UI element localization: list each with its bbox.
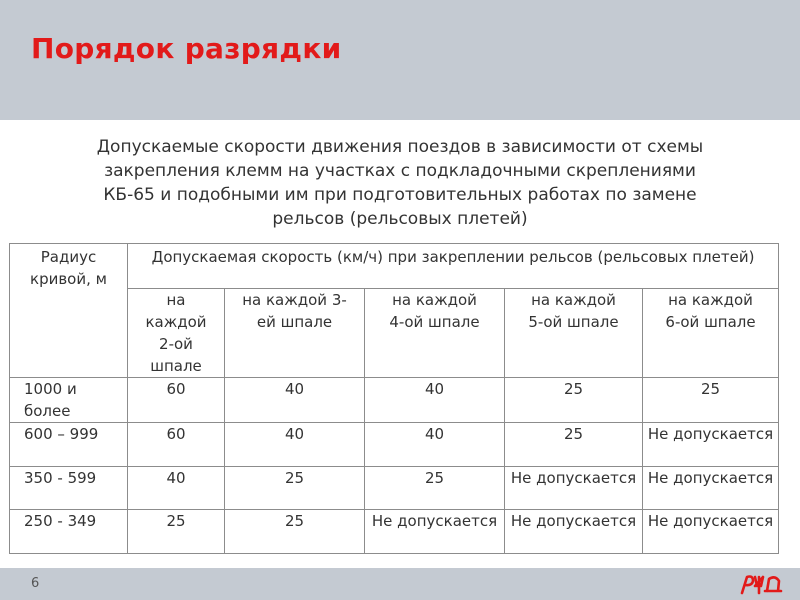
page-number: 6 — [31, 576, 40, 591]
speed-cell: Не допускается — [643, 467, 779, 510]
subtitle-line: рельсов (рельсовых плетей) — [272, 209, 528, 229]
slide-subtitle — [30, 135, 770, 231]
column-header: на каждой 2-ой шпале — [128, 289, 225, 378]
speed-cell: Не допускается — [643, 423, 779, 467]
column-header: на каждой 5-ой шпале — [505, 289, 643, 378]
speed-cell: 25 — [643, 378, 779, 423]
speed-cell: Не допускается — [643, 510, 779, 554]
speed-cell: Не допускается — [505, 510, 643, 554]
speed-table — [9, 243, 779, 554]
table-row — [10, 510, 779, 554]
table-header-row — [10, 244, 779, 289]
subtitle-line: КБ-65 и подобными им при подготовительных работах по замене — [103, 185, 697, 205]
speed-cell: 25 — [128, 510, 225, 554]
speed-cell: 40 — [225, 378, 365, 423]
speed-cell: 40 — [365, 423, 505, 467]
column-header: на каждой 6-ой шпале — [643, 289, 779, 378]
rzd-logo — [738, 571, 784, 597]
speed-cell: 25 — [505, 378, 643, 423]
speed-cell: 40 — [365, 378, 505, 423]
column-header: на каждой 4-ой шпале — [365, 289, 505, 378]
subtitle-line: закрепления клемм на участках с подкладочными скреплениями — [104, 161, 696, 181]
radius-header: Радиус кривой, м — [10, 244, 128, 378]
speed-cell: 25 — [505, 423, 643, 467]
speed-header: Допускаемая скорость (км/ч) при закреплении рельсов (рельсовых плетей) — [128, 244, 779, 289]
subtitle-line: Допускаемые скорости движения поездов в зависимости от схемы — [96, 137, 704, 157]
speed-cell: 40 — [225, 423, 365, 467]
table-row — [10, 423, 779, 467]
radius-cell: 250 - 349 — [10, 510, 128, 554]
radius-cell: 1000 и более — [10, 378, 128, 423]
footer-band — [0, 568, 800, 600]
speed-cell: Не допускается — [365, 510, 505, 554]
speed-cell: 60 — [128, 423, 225, 467]
radius-cell: 600 – 999 — [10, 423, 128, 467]
radius-cell: 350 - 599 — [10, 467, 128, 510]
slide-title: Порядок разрядки — [31, 32, 342, 65]
speed-cell: 25 — [365, 467, 505, 510]
speed-cell: 40 — [128, 467, 225, 510]
table-row — [10, 378, 779, 423]
speed-cell: 25 — [225, 467, 365, 510]
column-header: на каждой 3-ей шпале — [225, 289, 365, 378]
speed-cell: 60 — [128, 378, 225, 423]
header-band — [0, 0, 800, 120]
speed-cell: Не допускается — [505, 467, 643, 510]
speed-cell: 25 — [225, 510, 365, 554]
table-row — [10, 467, 779, 510]
